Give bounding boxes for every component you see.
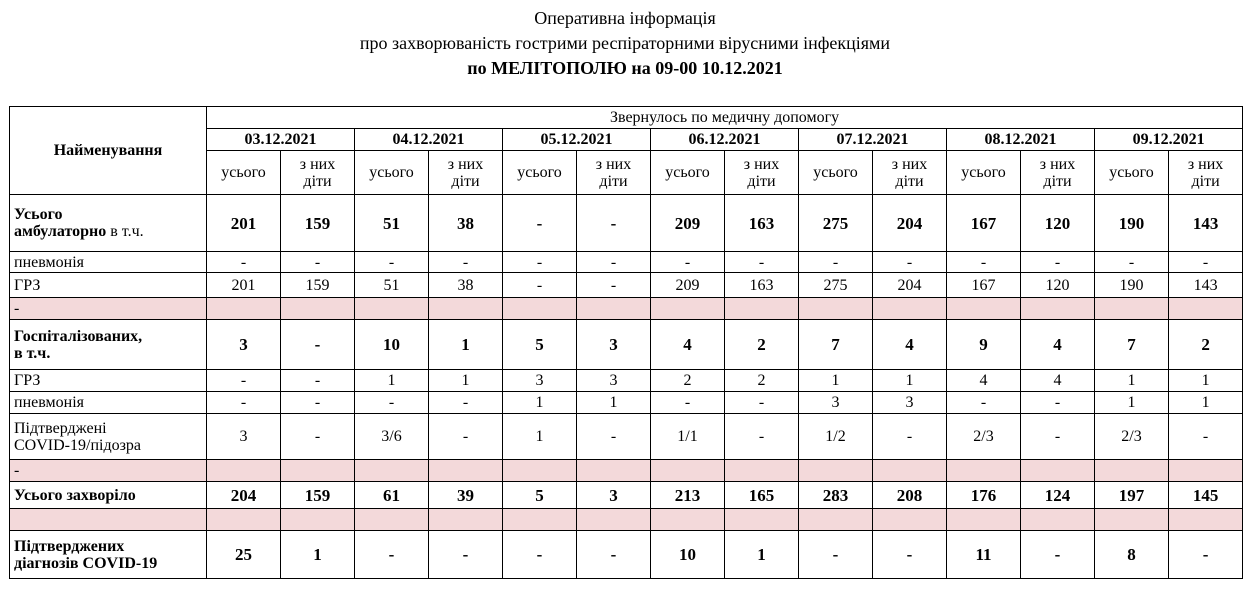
table-cell: 167 xyxy=(947,273,1021,298)
row-label-line-2 xyxy=(14,437,204,454)
table-cell xyxy=(1095,460,1169,482)
table-cell: 4 xyxy=(873,320,947,370)
table-cell: - xyxy=(355,392,429,414)
row-label-line-2-text: COVID-19/підозра xyxy=(14,436,142,454)
row-label xyxy=(10,298,207,320)
table-cell xyxy=(799,460,873,482)
header-date: 04.12.2021 xyxy=(355,129,503,151)
table-cell: - xyxy=(281,414,355,460)
table-cell: 7 xyxy=(1095,320,1169,370)
table-cell: - xyxy=(577,273,651,298)
table-cell: 61 xyxy=(355,482,429,509)
header-children xyxy=(577,151,651,195)
table-cell: 1 xyxy=(1169,370,1243,392)
table-cell xyxy=(1021,298,1095,320)
row-label-line-1: ГРЗ xyxy=(14,372,41,389)
table-cell: 124 xyxy=(1021,482,1095,509)
table-cell xyxy=(799,298,873,320)
row-label xyxy=(10,320,207,370)
table-cell: - xyxy=(281,252,355,273)
table-cell: 1 xyxy=(1095,370,1169,392)
title-line-2: про захворюваність гострими респіраторними вірусними інфекціями xyxy=(359,33,891,53)
header-children-line-2: діти xyxy=(1191,172,1220,190)
row-label xyxy=(10,195,207,252)
table-row xyxy=(10,320,1243,370)
table-cell: 4 xyxy=(651,320,725,370)
header-date: 07.12.2021 xyxy=(799,129,947,151)
table-cell: - xyxy=(577,252,651,273)
table-cell xyxy=(207,509,281,531)
table-cell xyxy=(1021,509,1095,531)
table-cell: 5 xyxy=(503,482,577,509)
row-label xyxy=(10,392,207,414)
table-body xyxy=(10,195,1243,579)
header-children-line-2: діти xyxy=(747,172,776,190)
table-cell: - xyxy=(281,320,355,370)
table-cell xyxy=(503,460,577,482)
table-cell: 5 xyxy=(503,320,577,370)
table-cell: - xyxy=(355,531,429,579)
table-row xyxy=(10,531,1243,579)
table-cell: 204 xyxy=(207,482,281,509)
header-children-line-1: з них xyxy=(447,155,484,173)
header-total: усього xyxy=(207,151,281,195)
table-cell: 2/3 xyxy=(947,414,1021,460)
table-cell: 38 xyxy=(429,195,503,252)
row-label-line-1: Усього захворіло xyxy=(14,486,136,504)
table-cell: 3 xyxy=(577,482,651,509)
header-children-line-1: з них xyxy=(595,155,632,173)
header-children-line-2: діти xyxy=(451,172,480,190)
header-children-line-2: діти xyxy=(599,172,628,190)
table-cell: 9 xyxy=(947,320,1021,370)
row-label-line-2-text: амбулаторно xyxy=(14,223,107,240)
header-total: усього xyxy=(799,151,873,195)
header-date: 06.12.2021 xyxy=(651,129,799,151)
table-cell xyxy=(281,460,355,482)
table-cell: 10 xyxy=(651,531,725,579)
table-cell: 120 xyxy=(1021,273,1095,298)
table-cell xyxy=(725,460,799,482)
table-cell: - xyxy=(799,252,873,273)
table-cell xyxy=(429,509,503,531)
table-cell: 3 xyxy=(577,320,651,370)
table-cell: - xyxy=(503,531,577,579)
table-cell xyxy=(651,460,725,482)
row-label-line-1: - xyxy=(14,462,20,479)
table-cell: 145 xyxy=(1169,482,1243,509)
header-children xyxy=(281,151,355,195)
header-group-label: Звернулось по медичну допомогу xyxy=(207,107,1243,129)
table-cell: - xyxy=(503,273,577,298)
table-cell: 204 xyxy=(873,273,947,298)
table-cell: 163 xyxy=(725,195,799,252)
header-total: усього xyxy=(355,151,429,195)
table-cell: 3 xyxy=(207,414,281,460)
table-cell xyxy=(577,298,651,320)
table-cell: 2 xyxy=(1169,320,1243,370)
table-cell: 1 xyxy=(281,531,355,579)
table-cell: 1 xyxy=(1095,392,1169,414)
table-cell: 2 xyxy=(725,320,799,370)
header-children xyxy=(873,151,947,195)
table-cell: 3 xyxy=(503,370,577,392)
row-label xyxy=(10,273,207,298)
row-label-line-1: Підтверджені xyxy=(14,419,107,437)
table-cell: - xyxy=(799,531,873,579)
row-label xyxy=(10,370,207,392)
table-cell: - xyxy=(1169,531,1243,579)
table-cell xyxy=(947,460,1021,482)
table-cell: 3 xyxy=(873,392,947,414)
data-table-wrapper xyxy=(9,106,1241,579)
row-label xyxy=(10,414,207,460)
table-cell: - xyxy=(725,252,799,273)
table-cell: 1/2 xyxy=(799,414,873,460)
table-cell: 1 xyxy=(503,414,577,460)
header-name-column: Найменування xyxy=(10,107,207,195)
table-row xyxy=(10,273,1243,298)
table-cell xyxy=(1095,509,1169,531)
table-cell: - xyxy=(429,531,503,579)
table-cell: - xyxy=(281,392,355,414)
row-label-line-1: Усього xyxy=(14,206,63,223)
table-cell: 7 xyxy=(799,320,873,370)
row-label-line-1: пневмонія xyxy=(14,253,84,271)
table-row xyxy=(10,460,1243,482)
table-cell: - xyxy=(1169,252,1243,273)
table-cell xyxy=(281,298,355,320)
table-cell: 201 xyxy=(207,195,281,252)
row-label-line-1: Підтверджених xyxy=(14,537,125,555)
table-cell: 1 xyxy=(355,370,429,392)
morbidity-table xyxy=(9,106,1243,579)
row-label xyxy=(10,509,207,531)
table-row xyxy=(10,370,1243,392)
table-cell: - xyxy=(947,252,1021,273)
header-date: 05.12.2021 xyxy=(503,129,651,151)
table-cell: 1 xyxy=(725,531,799,579)
table-cell: - xyxy=(429,414,503,460)
table-cell: 1 xyxy=(799,370,873,392)
table-row xyxy=(10,298,1243,320)
table-cell: 3 xyxy=(577,370,651,392)
table-cell: 1 xyxy=(429,370,503,392)
table-cell xyxy=(651,509,725,531)
header-total: усього xyxy=(503,151,577,195)
table-cell: 209 xyxy=(651,195,725,252)
table-cell: - xyxy=(1021,414,1095,460)
table-cell xyxy=(429,460,503,482)
table-cell: - xyxy=(1169,414,1243,460)
table-row xyxy=(10,392,1243,414)
table-cell: - xyxy=(873,252,947,273)
row-label-line-1: - xyxy=(14,300,20,317)
header-children-line-1: з них xyxy=(891,155,928,173)
table-cell: 143 xyxy=(1169,273,1243,298)
table-cell: 8 xyxy=(1095,531,1169,579)
table-cell xyxy=(1169,298,1243,320)
row-label-suffix: в т.ч. xyxy=(106,223,144,240)
table-cell: 10 xyxy=(355,320,429,370)
table-cell: 143 xyxy=(1169,195,1243,252)
table-cell: 204 xyxy=(873,195,947,252)
table-cell: 2 xyxy=(725,370,799,392)
table-cell xyxy=(725,509,799,531)
table-cell xyxy=(207,460,281,482)
header-children-line-2: діти xyxy=(1043,172,1072,190)
table-cell xyxy=(503,298,577,320)
table-cell: 190 xyxy=(1095,195,1169,252)
row-label xyxy=(10,460,207,482)
table-cell: 51 xyxy=(355,195,429,252)
table-cell: 1 xyxy=(503,392,577,414)
table-cell: 11 xyxy=(947,531,1021,579)
table-cell: 4 xyxy=(1021,320,1095,370)
table-cell: - xyxy=(725,392,799,414)
table-cell: 275 xyxy=(799,195,873,252)
table-cell: - xyxy=(429,252,503,273)
table-cell: - xyxy=(1021,531,1095,579)
table-cell: 25 xyxy=(207,531,281,579)
table-cell xyxy=(355,298,429,320)
header-date: 09.12.2021 xyxy=(1095,129,1243,151)
table-cell: 190 xyxy=(1095,273,1169,298)
table-cell: 165 xyxy=(725,482,799,509)
table-cell: 2/3 xyxy=(1095,414,1169,460)
table-cell: 201 xyxy=(207,273,281,298)
table-cell xyxy=(947,298,1021,320)
row-label-line-2 xyxy=(14,223,204,240)
table-cell: - xyxy=(577,414,651,460)
table-cell: 209 xyxy=(651,273,725,298)
row-label-line-1: ГРЗ xyxy=(14,276,41,294)
table-cell xyxy=(1169,460,1243,482)
table-cell: 275 xyxy=(799,273,873,298)
row-label-line-1: пневмонія xyxy=(14,394,84,411)
table-cell: 39 xyxy=(429,482,503,509)
table-cell: 120 xyxy=(1021,195,1095,252)
row-label-line-2 xyxy=(14,555,204,572)
table-cell: 4 xyxy=(947,370,1021,392)
table-cell: 1 xyxy=(873,370,947,392)
table-cell: 197 xyxy=(1095,482,1169,509)
table-cell xyxy=(207,298,281,320)
row-label xyxy=(10,531,207,579)
table-cell xyxy=(577,509,651,531)
header-children xyxy=(1169,151,1243,195)
header-date: 03.12.2021 xyxy=(207,129,355,151)
header-children xyxy=(1021,151,1095,195)
table-cell: - xyxy=(207,252,281,273)
table-row xyxy=(10,414,1243,460)
table-cell: - xyxy=(503,252,577,273)
row-label-line-1: Госпіталізованих, xyxy=(14,327,143,345)
table-cell xyxy=(355,509,429,531)
table-cell: 1/1 xyxy=(651,414,725,460)
table-cell: 38 xyxy=(429,273,503,298)
row-label xyxy=(10,482,207,509)
table-cell: 159 xyxy=(281,273,355,298)
table-header xyxy=(10,107,1243,195)
table-cell xyxy=(429,298,503,320)
header-children-line-2: діти xyxy=(303,172,332,190)
row-label-line-2-text: в т.ч. xyxy=(14,344,51,362)
table-cell: 208 xyxy=(873,482,947,509)
table-cell: - xyxy=(873,414,947,460)
table-cell: - xyxy=(281,370,355,392)
table-cell xyxy=(947,509,1021,531)
header-children-line-1: з них xyxy=(743,155,780,173)
table-cell xyxy=(873,509,947,531)
table-cell xyxy=(355,460,429,482)
header-total: усього xyxy=(947,151,1021,195)
table-cell: - xyxy=(207,392,281,414)
table-cell: - xyxy=(651,392,725,414)
table-cell: 1 xyxy=(429,320,503,370)
table-cell xyxy=(577,460,651,482)
table-cell: - xyxy=(725,414,799,460)
header-children-line-1: з них xyxy=(299,155,336,173)
table-cell xyxy=(1021,460,1095,482)
table-cell: 51 xyxy=(355,273,429,298)
header-children-line-1: з них xyxy=(1187,155,1224,173)
header-children-line-1: з них xyxy=(1039,155,1076,173)
table-cell: 3/6 xyxy=(355,414,429,460)
table-cell: - xyxy=(355,252,429,273)
table-cell: 213 xyxy=(651,482,725,509)
table-cell xyxy=(799,509,873,531)
table-cell xyxy=(1169,509,1243,531)
table-cell: 163 xyxy=(725,273,799,298)
table-cell: - xyxy=(503,195,577,252)
row-label xyxy=(10,252,207,273)
header-children-line-2: діти xyxy=(895,172,924,190)
table-cell: - xyxy=(429,392,503,414)
header-children xyxy=(429,151,503,195)
table-row xyxy=(10,509,1243,531)
title-line-3: по МЕЛІТОПОЛЮ на 09-00 10.12.2021 xyxy=(467,58,783,78)
table-cell xyxy=(873,298,947,320)
table-cell xyxy=(281,509,355,531)
table-cell xyxy=(651,298,725,320)
table-cell: - xyxy=(1021,252,1095,273)
table-cell xyxy=(503,509,577,531)
table-cell: 159 xyxy=(281,195,355,252)
table-cell: 3 xyxy=(207,320,281,370)
table-cell: 1 xyxy=(1169,392,1243,414)
row-label-line-2-text: діагнозів COVID-19 xyxy=(14,554,158,572)
table-cell xyxy=(725,298,799,320)
table-cell xyxy=(873,460,947,482)
report-title xyxy=(0,0,1250,81)
table-cell: 159 xyxy=(281,482,355,509)
table-cell: 167 xyxy=(947,195,1021,252)
table-cell: 176 xyxy=(947,482,1021,509)
title-line-1: Оперативна інформація xyxy=(534,8,716,28)
header-total: усього xyxy=(1095,151,1169,195)
table-cell: - xyxy=(1095,252,1169,273)
table-cell: - xyxy=(873,531,947,579)
table-cell: - xyxy=(947,392,1021,414)
table-cell xyxy=(1095,298,1169,320)
table-cell: 283 xyxy=(799,482,873,509)
table-cell: - xyxy=(651,252,725,273)
table-cell: - xyxy=(1021,392,1095,414)
table-cell: 2 xyxy=(651,370,725,392)
table-cell: 3 xyxy=(799,392,873,414)
table-row xyxy=(10,252,1243,273)
table-cell: - xyxy=(207,370,281,392)
table-row xyxy=(10,482,1243,509)
table-cell: - xyxy=(577,531,651,579)
header-total: усього xyxy=(651,151,725,195)
row-label-line-2 xyxy=(14,345,204,362)
table-row xyxy=(10,195,1243,252)
header-children xyxy=(725,151,799,195)
header-date: 08.12.2021 xyxy=(947,129,1095,151)
table-cell: - xyxy=(577,195,651,252)
table-cell: 4 xyxy=(1021,370,1095,392)
table-cell: 1 xyxy=(577,392,651,414)
